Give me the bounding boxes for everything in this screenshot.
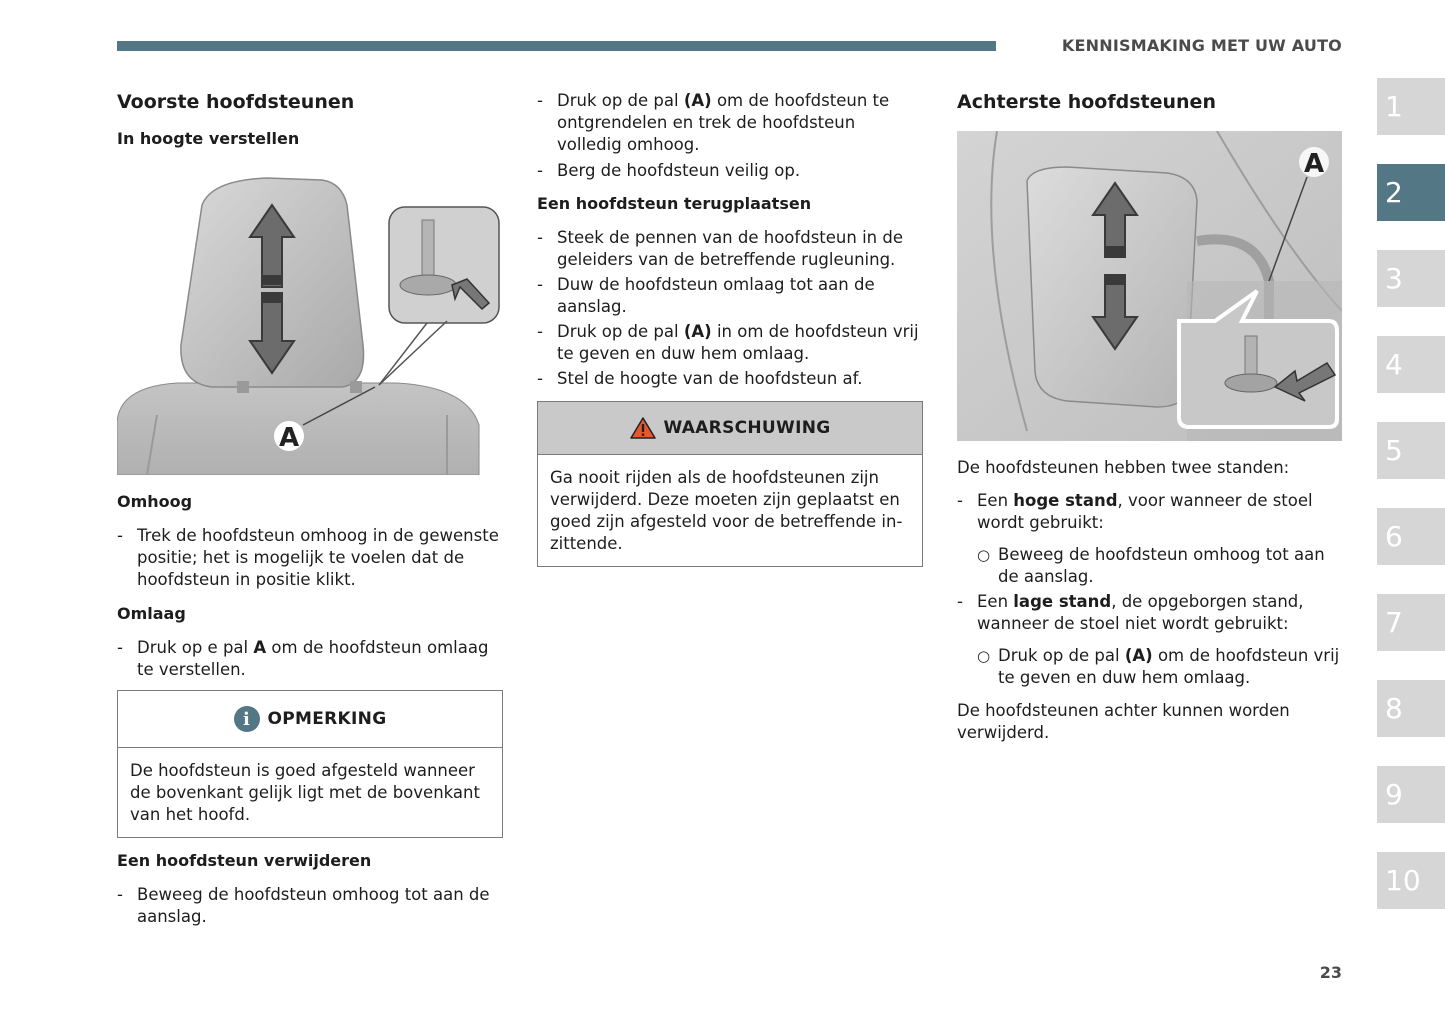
front-headrest-figure [117,175,502,475]
list-item: - Een lage stand, de opgeborgen stand, wanneer de stoel niet wordt gebruikt: [957,591,1347,635]
note-box [117,690,503,838]
chapter-tab-9[interactable]: 9 [1377,766,1445,823]
rear-headrests-title: Achterste hoofdsteunen [957,91,1216,113]
front-headrests-title: Voorste hoofdsteunen [117,91,355,113]
info-icon: i [234,706,260,732]
remove-heading: Een hoofdsteun verwijderen [117,851,372,870]
section-title: KENNISMAKING MET UW AUTO [1061,36,1342,55]
figure-label-a: A [1303,149,1325,179]
height-adjust-subtitle: In hoogte verstellen [117,129,300,148]
sub-list-item: ○ Beweeg de hoofdsteun omhoog tot aan de aanslag. [957,544,1347,588]
down-list [117,637,502,681]
warning-header [538,402,922,455]
list-item: - Steek de pennen van de hoofdsteun in de geleiders van de betreffende rugleuning. [537,227,923,271]
note-title: OPMERKING [267,709,387,729]
chapter-tab-4[interactable]: 4 [1377,336,1445,393]
chapter-tab-2[interactable]: 2 [1377,164,1445,221]
chapter-tab-8[interactable]: 8 [1377,680,1445,737]
rear-list [957,490,1347,689]
remove-list [117,884,502,928]
page-number: 23 [1319,963,1342,982]
sub-list-wrapper [957,645,1347,689]
chapter-tab-6[interactable]: 6 [1377,508,1445,565]
rear-intro: De hoofdsteunen hebben twee standen: [957,458,1290,477]
replace-heading: Een hoofdsteun terugplaatsen [537,194,812,213]
chapter-tab-5[interactable]: 5 [1377,422,1445,479]
list-item: - Stel de hoogte van de hoofdsteun af. [537,368,923,390]
header-bar [117,41,996,51]
remove-list-continued [537,90,923,182]
list-item: - Trek de hoofdsteun omhoog in de gewenste positie; het is mogelijk te voelen dat de hoofdsteun in positie klikt. [117,525,502,591]
rear-headrest-figure [957,131,1342,441]
list-item: - Druk op de pal (A) in om de hoofdsteun vrij te geven en duw hem omlaag. [537,321,923,365]
list-item: - Duw de hoofdsteun omlaag tot aan de aanslag. [537,274,923,318]
rear-outro: De hoofdsteunen achter kunnen worden verwijderd. [957,701,1290,742]
up-list [117,525,502,591]
note-body: De hoofdsteun is goed afgesteld wanneer de bovenkant gelijk ligt met de bovenkant van het hoofd. [130,761,480,824]
chapter-tab-7[interactable]: 7 [1377,594,1445,651]
list-item: - Druk op de pal (A) om de hoofdsteun te ontgrendelen en trek de hoofdsteun volledig omhoog. [537,90,923,156]
chapter-tab-1[interactable]: 1 [1377,78,1445,135]
replace-list [537,227,923,390]
chapter-tab-10[interactable]: 10 [1377,852,1445,909]
chapter-tab-3[interactable]: 3 [1377,250,1445,307]
list-item: - Berg de hoofdsteun veilig op. [537,160,923,182]
warning-body: Ga nooit rijden als de hoofdsteunen zijn verwijderd. Deze moeten zijn geplaatst en goed zijn afgesteld voor de betreffende inzittende. [550,468,903,553]
up-heading: Omhoog [117,492,193,511]
warning-triangle-icon [629,416,657,440]
warning-box [537,401,923,567]
list-item: - Beweeg de hoofdsteun omhoog tot aan de aanslag. [117,884,502,928]
note-header [118,691,502,748]
figure-label-a: A [278,423,300,453]
down-heading: Omlaag [117,604,186,623]
sub-list-wrapper [957,544,1347,588]
list-item: - Een hoge stand, voor wanneer de stoel wordt gebruikt: [957,490,1347,534]
list-item: - Druk op e pal A om de hoofdsteun omlaag te verstellen. [117,637,502,681]
warning-title: WAARSCHUWING [663,418,831,438]
sub-list-item: ○ Druk op de pal (A) om de hoofdsteun vrij te geven en duw hem omlaag. [957,645,1347,689]
